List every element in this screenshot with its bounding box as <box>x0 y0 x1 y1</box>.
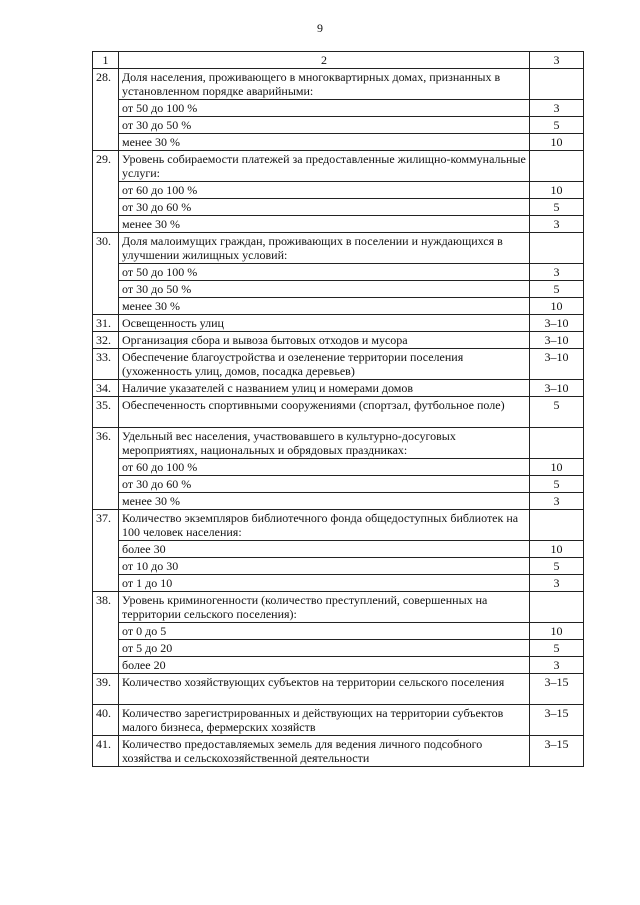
criterion-text: Наличие указателей с названием улиц и номерами домов <box>119 380 530 397</box>
criterion-row <box>93 69 584 100</box>
criterion-subrow <box>93 640 584 657</box>
criteria-table-body <box>93 52 584 767</box>
criterion-subrow <box>93 541 584 558</box>
criterion-option-text: от 0 до 5 <box>119 623 530 640</box>
criterion-subrow <box>93 623 584 640</box>
criterion-number: 40. <box>93 705 119 736</box>
criterion-option-text: от 30 до 60 % <box>119 199 530 216</box>
criterion-row <box>93 397 584 428</box>
criterion-option-score: 10 <box>530 298 584 315</box>
criterion-score: 3–15 <box>530 736 584 767</box>
criterion-number: 36. <box>93 428 119 510</box>
criterion-option-score: 10 <box>530 134 584 151</box>
criterion-text: Организация сбора и вывоза бытовых отходов и мусора <box>119 332 530 349</box>
criterion-number: 35. <box>93 397 119 428</box>
criterion-subrow <box>93 100 584 117</box>
criterion-subrow <box>93 182 584 199</box>
criterion-option-text: от 50 до 100 % <box>119 100 530 117</box>
criterion-score <box>530 510 584 541</box>
criterion-option-text: менее 30 % <box>119 134 530 151</box>
criterion-text: Обеспеченность спортивными сооружениями (спортзал, футбольное поле) <box>119 397 530 428</box>
criterion-score: 3–10 <box>530 349 584 380</box>
criterion-option-score: 3 <box>530 100 584 117</box>
criterion-row <box>93 233 584 264</box>
criterion-score: 5 <box>530 397 584 428</box>
criterion-option-text: менее 30 % <box>119 298 530 315</box>
criterion-text: Уровень криминогенности (количество преступлений, совершенных на территории сельского поселения): <box>119 592 530 623</box>
criterion-option-score: 3 <box>530 216 584 233</box>
criterion-option-text: от 30 до 60 % <box>119 476 530 493</box>
criterion-subrow <box>93 493 584 510</box>
criterion-row <box>93 674 584 705</box>
column-header-1: 1 <box>93 52 119 69</box>
criterion-row <box>93 332 584 349</box>
criterion-number: 32. <box>93 332 119 349</box>
criterion-option-score: 3 <box>530 575 584 592</box>
criterion-number: 33. <box>93 349 119 380</box>
criterion-text: Обеспечение благоустройства и озеленение территории поселения (ухоженность улиц, домов, посадка деревьев) <box>119 349 530 380</box>
criterion-score: 3–15 <box>530 674 584 705</box>
criterion-subrow <box>93 281 584 298</box>
page-number: 9 <box>317 21 323 35</box>
criterion-subrow <box>93 199 584 216</box>
criterion-number: 28. <box>93 69 119 151</box>
criterion-number: 37. <box>93 510 119 592</box>
criterion-option-text: от 5 до 20 <box>119 640 530 657</box>
criterion-score <box>530 233 584 264</box>
criterion-option-score: 5 <box>530 558 584 575</box>
criterion-subrow <box>93 216 584 233</box>
criterion-score: 3–15 <box>530 705 584 736</box>
criterion-score <box>530 151 584 182</box>
criterion-text: Количество предоставляемых земель для ведения личного подсобного хозяйства и сельскохозяйственной деятельности <box>119 736 530 767</box>
criterion-text: Освещенность улиц <box>119 315 530 332</box>
criterion-text: Удельный вес населения, участвовавшего в культурно-досуговых мероприятиях, национальных и обрядовых праздниках: <box>119 428 530 459</box>
criterion-text: Количество хозяйствующих субъектов на территории сельского поселения <box>119 674 530 705</box>
criterion-option-score: 3 <box>530 264 584 281</box>
criterion-option-score: 5 <box>530 476 584 493</box>
criterion-option-score: 10 <box>530 541 584 558</box>
criterion-option-text: от 30 до 50 % <box>119 117 530 134</box>
criterion-score <box>530 69 584 100</box>
criterion-subrow <box>93 657 584 674</box>
criterion-number: 29. <box>93 151 119 233</box>
criterion-score: 3–10 <box>530 315 584 332</box>
criterion-subrow <box>93 264 584 281</box>
criterion-option-text: от 1 до 10 <box>119 575 530 592</box>
criterion-row <box>93 592 584 623</box>
criterion-option-text: от 60 до 100 % <box>119 182 530 199</box>
criterion-option-text: менее 30 % <box>119 216 530 233</box>
criterion-row <box>93 315 584 332</box>
criterion-score: 3–10 <box>530 380 584 397</box>
criterion-number: 38. <box>93 592 119 674</box>
criterion-option-text: более 20 <box>119 657 530 674</box>
criteria-table <box>92 51 584 767</box>
criterion-subrow <box>93 558 584 575</box>
criterion-option-text: менее 30 % <box>119 493 530 510</box>
criterion-option-text: более 30 <box>119 541 530 558</box>
criterion-score <box>530 592 584 623</box>
criterion-option-score: 3 <box>530 493 584 510</box>
criterion-text: Доля малоимущих граждан, проживающих в поселении и нуждающихся в улучшении жилищных условий: <box>119 233 530 264</box>
table-header-row <box>93 52 584 69</box>
criterion-row <box>93 380 584 397</box>
criterion-row <box>93 736 584 767</box>
criterion-row <box>93 428 584 459</box>
criterion-subrow <box>93 575 584 592</box>
column-header-3: 3 <box>530 52 584 69</box>
criterion-option-score: 10 <box>530 459 584 476</box>
criterion-option-score: 5 <box>530 640 584 657</box>
criterion-score: 3–10 <box>530 332 584 349</box>
criterion-option-score: 5 <box>530 199 584 216</box>
criterion-option-text: от 50 до 100 % <box>119 264 530 281</box>
criterion-option-score: 5 <box>530 281 584 298</box>
criterion-text: Уровень собираемости платежей за предоставленные жилищно-коммунальные услуги: <box>119 151 530 182</box>
criterion-option-score: 10 <box>530 623 584 640</box>
criterion-subrow <box>93 298 584 315</box>
criterion-score <box>530 428 584 459</box>
criterion-option-score: 5 <box>530 117 584 134</box>
criterion-number: 30. <box>93 233 119 315</box>
criterion-subrow <box>93 459 584 476</box>
criterion-number: 31. <box>93 315 119 332</box>
criterion-option-score: 3 <box>530 657 584 674</box>
criterion-subrow <box>93 117 584 134</box>
criterion-row <box>93 705 584 736</box>
criterion-option-text: от 60 до 100 % <box>119 459 530 476</box>
criterion-subrow <box>93 134 584 151</box>
criterion-number: 34. <box>93 380 119 397</box>
criterion-subrow <box>93 476 584 493</box>
criterion-text: Количество экземпляров библиотечного фонда общедоступных библиотек на 100 человек населения: <box>119 510 530 541</box>
criterion-option-score: 10 <box>530 182 584 199</box>
criterion-row <box>93 349 584 380</box>
criterion-number: 41. <box>93 736 119 767</box>
criterion-text: Количество зарегистрированных и действующих на территории субъектов малого бизнеса, фермерских хозяйств <box>119 705 530 736</box>
criterion-option-text: от 30 до 50 % <box>119 281 530 298</box>
criterion-text: Доля населения, проживающего в многоквартирных домах, признанных в установленном порядке аварийными: <box>119 69 530 100</box>
column-header-2: 2 <box>119 52 530 69</box>
criterion-row <box>93 510 584 541</box>
criterion-number: 39. <box>93 674 119 705</box>
criterion-row <box>93 151 584 182</box>
criterion-option-text: от 10 до 30 <box>119 558 530 575</box>
